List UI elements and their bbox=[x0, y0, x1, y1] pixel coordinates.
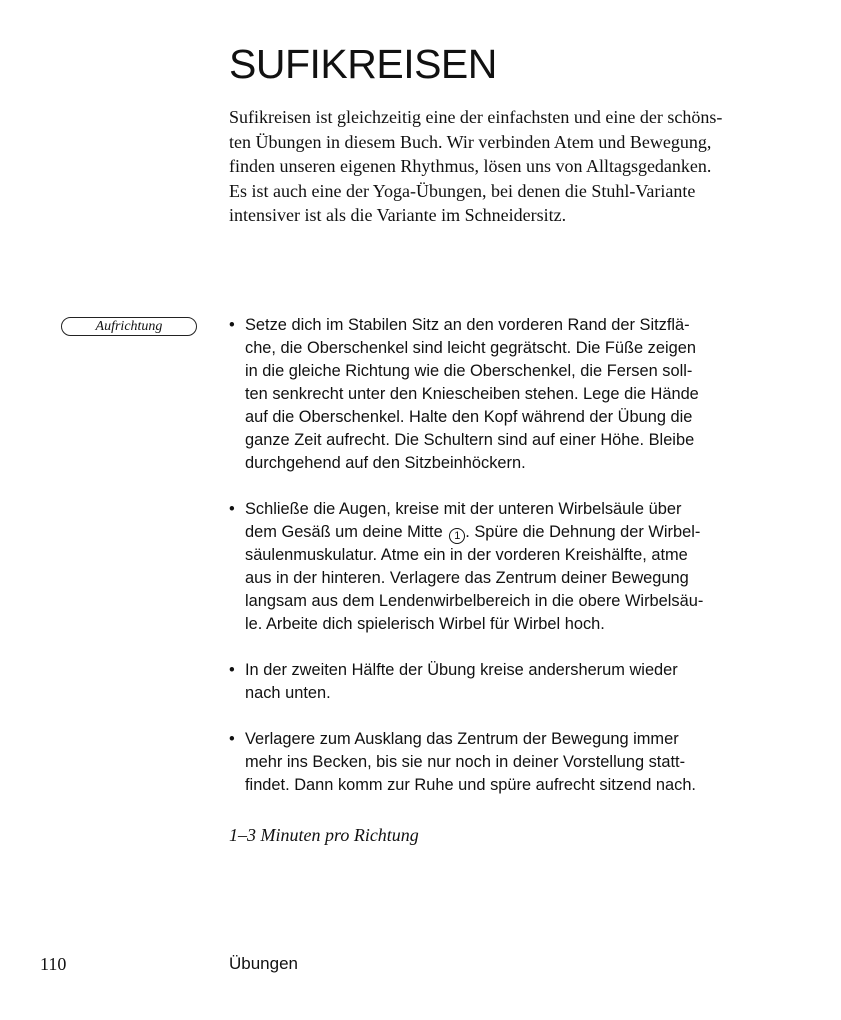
page-number: 110 bbox=[40, 954, 67, 974]
intro-line: ten Übungen in diesem Buch. Wir verbinden Atem und Bewegung, bbox=[229, 131, 712, 152]
instruction-item bbox=[229, 728, 769, 797]
instruction-line: nach unten. bbox=[245, 684, 331, 702]
intro-line: Sufikreisen ist gleichzeitig eine der einfachsten und eine der schöns- bbox=[229, 107, 723, 127]
duration-note: 1–3 Minuten pro Richtung bbox=[229, 825, 419, 845]
instruction-list bbox=[229, 314, 769, 820]
instruction-line: säulenmuskulatur. Atme ein in der vorderen Kreishälfte, atme bbox=[245, 546, 688, 564]
instruction-line: durchgehend auf den Sitzbeinhöckern. bbox=[245, 454, 526, 472]
instruction-item bbox=[229, 659, 769, 705]
instruction-line: Setze dich im Stabilen Sitz an den vorderen Rand der Sitzflä- bbox=[245, 316, 690, 334]
instruction-line: aus in der hinteren. Verlagere das Zentrum deiner Bewegung bbox=[245, 569, 689, 587]
instruction-line: le. Arbeite dich spielerisch Wirbel für Wirbel hoch. bbox=[245, 615, 605, 633]
intro-line: Es ist auch eine der Yoga-Übungen, bei denen die Stuhl-Variante bbox=[229, 180, 696, 201]
instruction-item bbox=[229, 498, 769, 636]
instruction-line: langsam aus dem Lendenwirbelbereich in die obere Wirbelsäu- bbox=[245, 592, 704, 610]
bullet-icon: • bbox=[229, 500, 235, 518]
bullet-icon: • bbox=[229, 661, 235, 679]
instruction-text: . Spüre die Dehnung der Wirbel- bbox=[465, 523, 701, 541]
instruction-line: In der zweiten Hälfte der Übung kreise andersherum wieder bbox=[245, 661, 678, 679]
instruction-item bbox=[229, 314, 769, 475]
instruction-line: Schließe die Augen, kreise mit der unteren Wirbelsäule über bbox=[245, 500, 682, 518]
instruction-line: ten senkrecht unter den Kniescheiben stehen. Lege die Hände bbox=[245, 385, 699, 403]
instruction-line: in die gleiche Richtung wie die Oberschenkel, die Fersen soll- bbox=[245, 362, 693, 380]
page-title: SUFIKREISEN bbox=[229, 41, 497, 87]
intro-line: intensiver ist als die Variante im Schneidersitz. bbox=[229, 205, 567, 225]
intro-paragraph bbox=[229, 105, 749, 228]
instruction-line: findet. Dann komm zur Ruhe und spüre aufrecht sitzend nach. bbox=[245, 776, 696, 794]
intro-line: finden unseren eigenen Rhythmus, lösen uns von Alltagsgedanken. bbox=[229, 156, 712, 176]
bullet-icon: • bbox=[229, 316, 235, 334]
instruction-text: dem Gesäß um deine Mitte bbox=[245, 523, 443, 541]
instruction-line: ganze Zeit aufrecht. Die Schultern sind auf einer Höhe. Bleibe bbox=[245, 431, 695, 449]
footer-section-name: Übungen bbox=[229, 954, 299, 973]
instruction-line: auf die Oberschenkel. Halte den Kopf während der Übung die bbox=[245, 408, 693, 426]
bullet-icon: • bbox=[229, 730, 235, 748]
figure-reference-icon: 1 bbox=[449, 528, 465, 544]
instruction-line bbox=[245, 521, 769, 544]
instruction-line: Verlagere zum Ausklang das Zentrum der Bewegung immer bbox=[245, 730, 679, 748]
instruction-line: che, die Oberschenkel sind leicht gegrätscht. Die Füße zeigen bbox=[245, 339, 696, 357]
instruction-line: mehr ins Becken, bis sie nur noch in deiner Vorstellung statt- bbox=[245, 753, 686, 771]
side-label-aufrichtung: Aufrichtung bbox=[61, 317, 197, 336]
